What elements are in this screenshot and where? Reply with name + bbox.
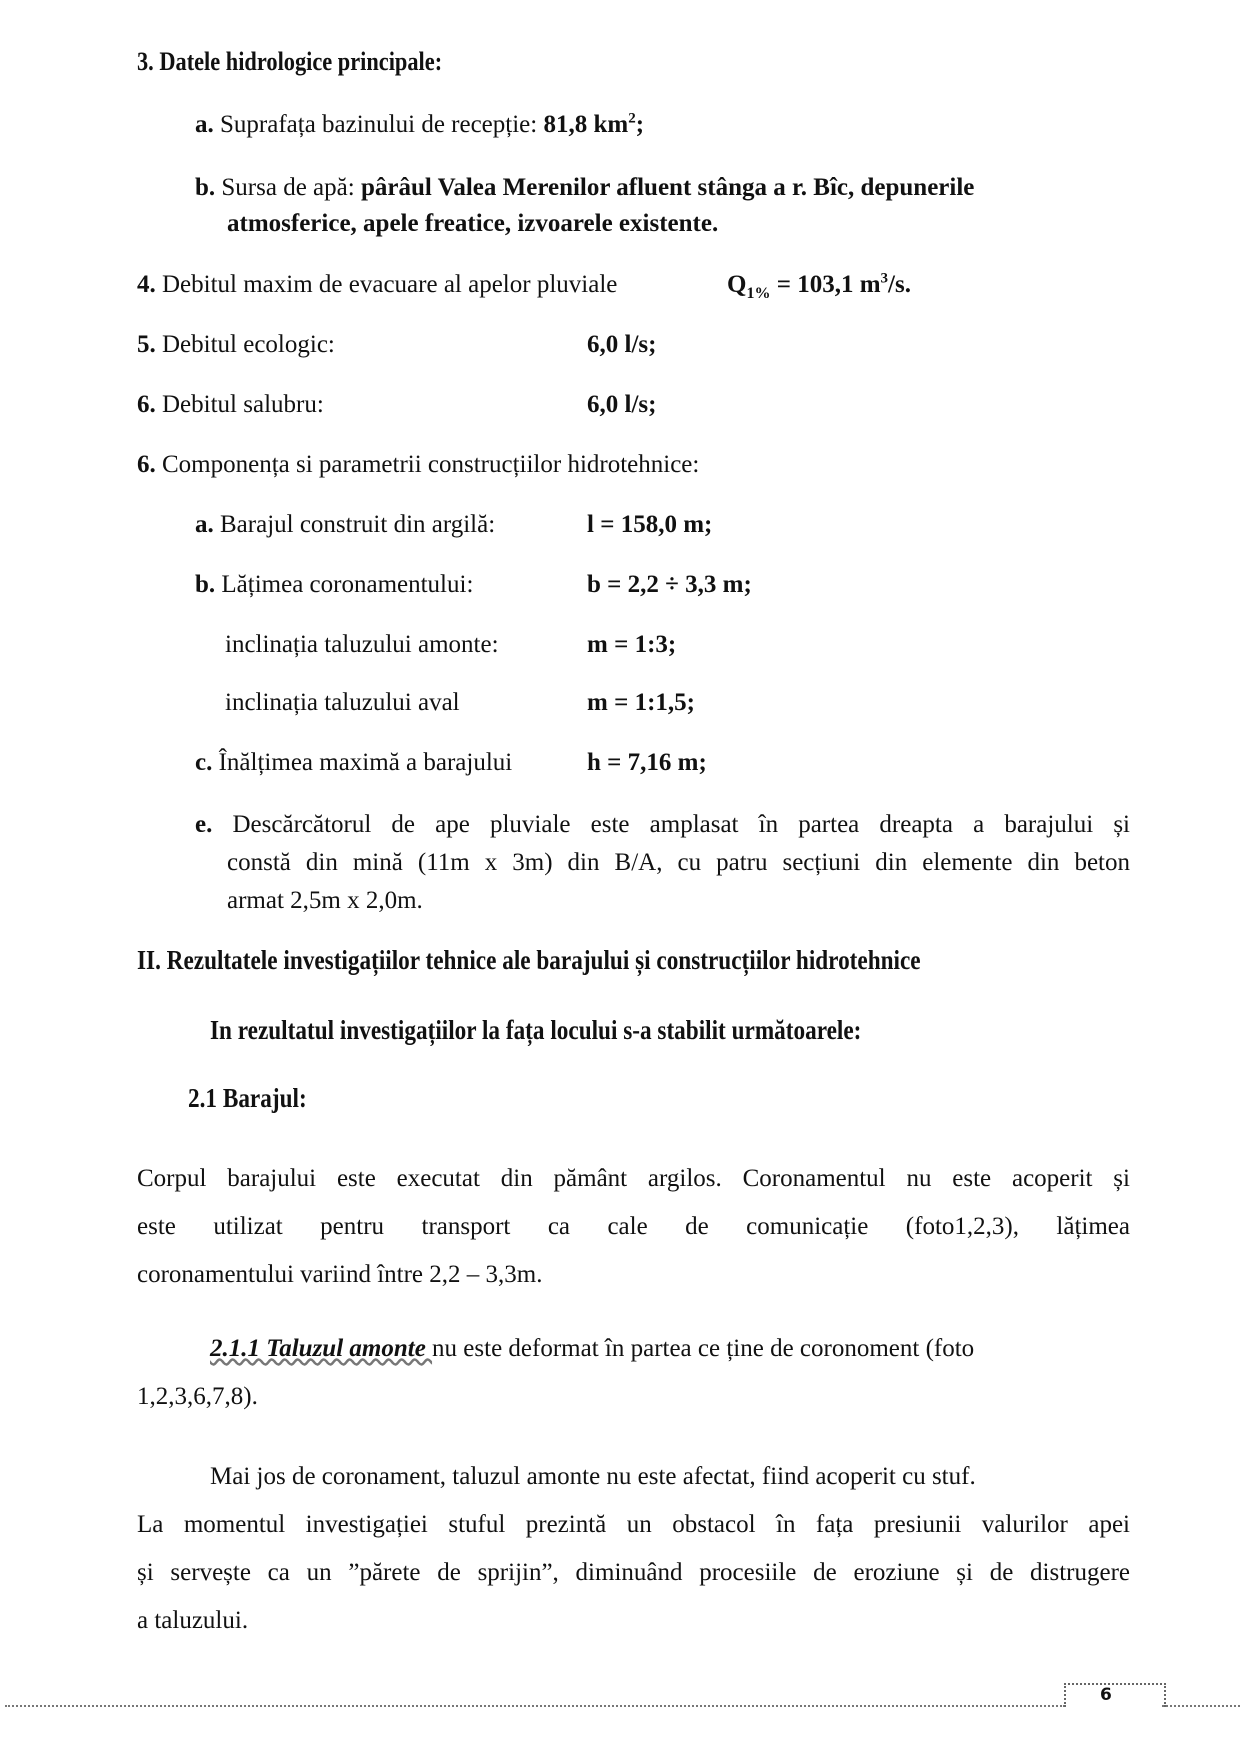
item-text: Sursa de apă: bbox=[215, 174, 361, 201]
item-text: Debitul maxim de evacuare al apelor pluviale bbox=[155, 271, 618, 298]
component-value: m = 1:3; bbox=[587, 631, 677, 658]
footer-divider bbox=[5, 1705, 1065, 1707]
text-line: coronamentului variind între 2,2 – 3,3m. bbox=[137, 1261, 543, 1288]
subsection-2-1-heading: 2.1 Barajul: bbox=[188, 1083, 307, 1113]
footer-divider bbox=[1162, 1705, 1240, 1707]
item-label: b. bbox=[195, 571, 216, 598]
q-symbol: Q bbox=[727, 271, 747, 298]
page-number: 6 bbox=[1100, 1685, 1112, 1705]
text-line: este utilizat pentru transport ca cale de comunicație (foto1,2,3), lățimea bbox=[137, 1213, 1130, 1240]
text-line: Mai jos de coronament, taluzul amonte nu este afectat, fiind acoperit cu stuf. bbox=[210, 1463, 976, 1490]
item-4 bbox=[137, 270, 617, 300]
item-value: pârâul Valea Merenilor afluent stânga a r. Bîc, depunerile bbox=[360, 174, 975, 201]
item-text: Debitul salubru: bbox=[155, 391, 324, 418]
item-text: inclinația taluzului amonte: bbox=[225, 631, 499, 658]
section-ii-subheading: In rezultatul investigațiilor la fața locului s-a stabilit următoarele: bbox=[210, 1015, 862, 1045]
item-label: a. bbox=[195, 111, 214, 138]
item-6e bbox=[195, 806, 1130, 920]
text-line: Corpul barajului este executat din pământ argilos. Coronamentul nu este acoperit și bbox=[137, 1165, 1130, 1192]
item-value: 81,8 km bbox=[543, 111, 629, 138]
text-line: armat 2,5m x 2,0m. bbox=[227, 887, 423, 914]
text-line: și servește ca un ”părete de sprijin”, diminuând procesiile de eroziune și de distrugere bbox=[137, 1559, 1130, 1586]
text-line: a taluzului. bbox=[137, 1607, 249, 1634]
superscript: 3 bbox=[880, 270, 889, 287]
item-6-components bbox=[137, 450, 699, 480]
item-end: ; bbox=[635, 111, 645, 138]
text: nu este deformat în partea ce ține de coronoment (foto bbox=[432, 1335, 975, 1362]
component-value: l = 158,0 m; bbox=[587, 511, 713, 538]
item-label: a. bbox=[195, 511, 214, 538]
item-3a bbox=[195, 110, 644, 140]
item-3b-continuation: atmosferice, apele freatice, izvoarele existente. bbox=[227, 210, 719, 237]
item-label: e. bbox=[195, 811, 213, 838]
paragraph-barajul bbox=[137, 1155, 1130, 1299]
item-label: c. bbox=[195, 749, 213, 776]
item-label: 5. bbox=[137, 331, 156, 358]
item-text: Descărcătorul de ape pluviale este amplasat în partea dreapta a barajului și bbox=[212, 811, 1130, 838]
item-label: 6. bbox=[137, 451, 156, 478]
text-line: La momentul investigației stuful prezintă un obstacol în fața presiunii valurilor apei bbox=[137, 1511, 1130, 1538]
item-6-salubru bbox=[137, 390, 324, 420]
item-label: 4. bbox=[137, 271, 156, 298]
text-line: constă din mină (11m x 3m) din B/A, cu patru secțiuni din elemente din beton bbox=[227, 849, 1130, 876]
item-text: Înălțimea maximă a barajului bbox=[212, 749, 513, 776]
section-ii-heading: II. Rezultatele investigațiilor tehnice ale barajului și construcțiilor hidrotehnice bbox=[137, 945, 921, 975]
item-text: Barajul construit din argilă: bbox=[213, 511, 496, 538]
text-line bbox=[137, 1325, 1130, 1373]
item-text: Componența si parametrii construcțiilor hidrotehnice: bbox=[155, 451, 700, 478]
subsection-title: 2.1.1 Taluzul amonte bbox=[210, 1335, 433, 1362]
text-line bbox=[195, 806, 1130, 844]
item-text: Debitul ecologic: bbox=[155, 331, 335, 358]
component-value: b = 2,2 ÷ 3,3 m; bbox=[587, 571, 752, 598]
component-value: m = 1:1,5; bbox=[587, 689, 695, 716]
item-6-salubru-value: 6,0 l/s; bbox=[587, 391, 657, 418]
item-text: inclinația taluzului aval bbox=[225, 689, 460, 716]
item-5-value: 6,0 l/s; bbox=[587, 331, 657, 358]
item-label: 6. bbox=[137, 391, 156, 418]
component-row bbox=[225, 688, 460, 718]
item-text: Suprafața bazinului de recepție: bbox=[213, 111, 544, 138]
superscript: 2 bbox=[628, 110, 636, 127]
component-row bbox=[225, 630, 499, 660]
value: = 103,1 m bbox=[770, 271, 881, 298]
item-5 bbox=[137, 330, 335, 360]
item-label: b. bbox=[195, 174, 216, 201]
paragraph-taluzul-amonte bbox=[137, 1325, 1130, 1421]
page-number-box bbox=[1064, 1683, 1166, 1707]
component-value: h = 7,16 m; bbox=[587, 749, 707, 776]
paragraph-stuf bbox=[137, 1453, 1130, 1645]
q-subscript: 1% bbox=[746, 285, 771, 302]
item-text: Lățimea coronamentului: bbox=[215, 571, 474, 598]
text-line: 1,2,3,6,7,8). bbox=[137, 1383, 258, 1410]
item-3b bbox=[195, 173, 974, 203]
component-row bbox=[195, 748, 512, 778]
component-row bbox=[195, 510, 495, 540]
component-row bbox=[195, 570, 473, 600]
item-4-value bbox=[727, 270, 911, 300]
unit: /s. bbox=[888, 271, 911, 298]
section-3-heading: 3. Datele hidrologice principale: bbox=[137, 47, 443, 76]
